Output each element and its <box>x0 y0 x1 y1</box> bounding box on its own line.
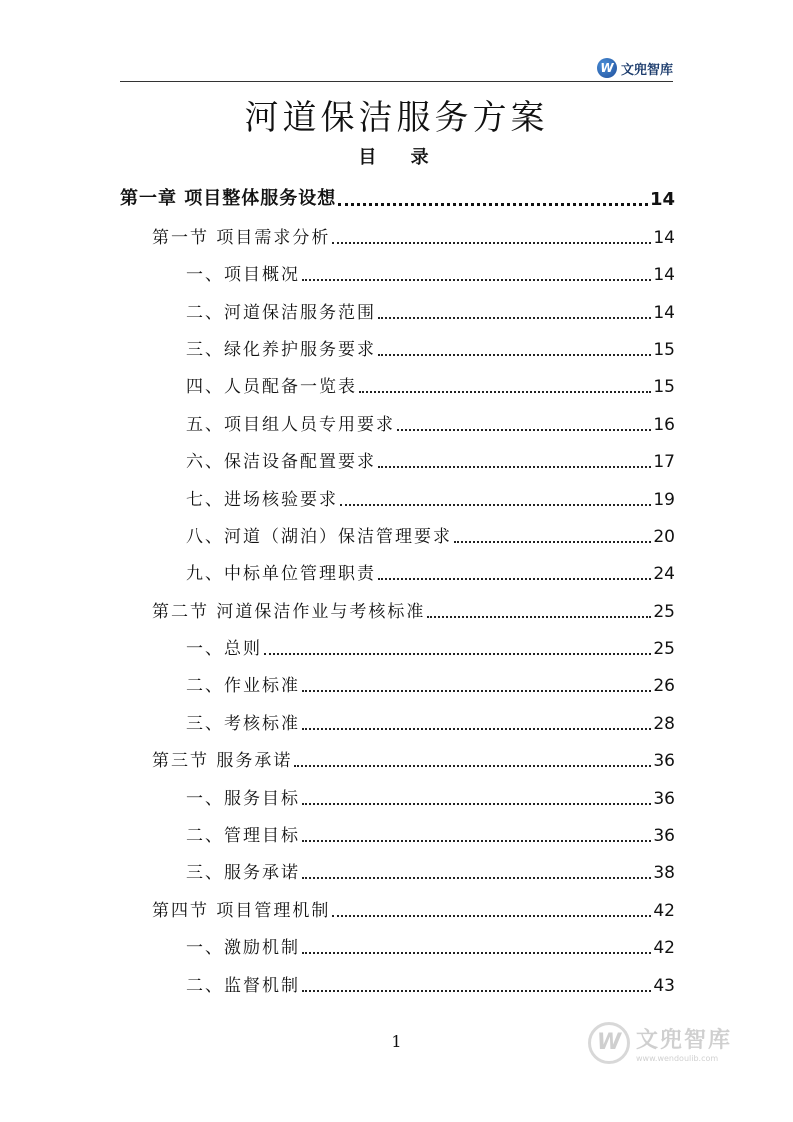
toc-entry-page: 26 <box>653 676 675 697</box>
toc-dot-leader <box>340 504 651 506</box>
document-title: 河道保洁服务方案 <box>244 98 549 138</box>
toc-dot-leader <box>332 915 651 917</box>
toc-entry-page: 38 <box>653 863 675 884</box>
toc-dot-leader <box>427 616 651 618</box>
toc-entry[interactable] <box>120 254 675 291</box>
toc-entry-label: 第三节 服务承诺 <box>152 751 293 772</box>
toc-entry-page: 42 <box>653 900 675 921</box>
toc-entry-page: 36 <box>653 788 675 809</box>
header-divider <box>120 81 673 82</box>
toc-entry[interactable] <box>120 628 675 665</box>
toc-entry[interactable] <box>120 291 675 328</box>
toc-entry-page: 25 <box>653 639 675 660</box>
toc-entry[interactable] <box>120 441 675 478</box>
toc-entry-page: 36 <box>653 751 675 772</box>
toc-entry-page: 36 <box>653 826 675 847</box>
toc-entry-page: 25 <box>653 601 675 622</box>
toc-entry-label: 四、人员配备一览表 <box>186 377 357 398</box>
toc-dot-leader <box>302 803 651 805</box>
toc-entry[interactable] <box>120 478 675 515</box>
toc-entry-label: 第一节 项目需求分析 <box>152 227 331 248</box>
toc-entry[interactable] <box>120 927 675 964</box>
toc-entry-page: 16 <box>653 414 675 435</box>
toc-entry-label: 二、作业标准 <box>186 676 300 697</box>
toc-entry[interactable] <box>120 216 675 253</box>
toc-entry[interactable] <box>120 777 675 814</box>
toc-entry-page: 17 <box>653 452 675 473</box>
toc-entry-label: 六、保洁设备配置要求 <box>186 452 376 473</box>
toc-entry-label: 一、激励机制 <box>186 938 300 959</box>
toc-entry-label: 三、绿化养护服务要求 <box>186 339 376 360</box>
toc-entry[interactable] <box>120 964 675 1001</box>
toc-entry[interactable] <box>120 366 675 403</box>
toc-entry[interactable] <box>120 590 675 627</box>
toc-entry-label: 一、项目概况 <box>186 265 300 286</box>
toc-entry[interactable] <box>120 553 675 590</box>
toc-dot-leader <box>378 578 651 580</box>
logo-icon: W <box>597 58 617 78</box>
toc-entry-page: 43 <box>653 975 675 996</box>
toc-entry[interactable] <box>120 815 675 852</box>
toc-dot-leader <box>302 877 651 879</box>
watermark-url: www.wendoulib.com <box>636 1054 719 1063</box>
watermark-text <box>636 1023 732 1063</box>
toc-dot-leader <box>302 952 651 954</box>
toc-dot-leader <box>454 541 651 543</box>
toc-entry-page: 15 <box>653 377 675 398</box>
table-of-contents <box>120 179 675 1002</box>
toc-entry-label: 二、管理目标 <box>186 826 300 847</box>
toc-entry-label: 七、进场核验要求 <box>186 489 338 510</box>
toc-entry-page: 14 <box>653 227 675 248</box>
toc-heading: 目 录 <box>358 147 443 168</box>
toc-entry[interactable] <box>120 702 675 739</box>
toc-entry[interactable] <box>120 740 675 777</box>
toc-entry[interactable] <box>120 665 675 702</box>
toc-entry[interactable] <box>120 852 675 889</box>
toc-dot-leader <box>294 765 651 767</box>
toc-dot-leader <box>359 391 651 393</box>
toc-dot-leader <box>302 728 651 730</box>
toc-entry[interactable] <box>120 403 675 440</box>
toc-dot-leader <box>338 203 648 206</box>
toc-entry[interactable] <box>120 889 675 926</box>
toc-entry[interactable] <box>120 329 675 366</box>
toc-dot-leader <box>302 840 651 842</box>
toc-entry-page: 14 <box>653 265 675 286</box>
header-logo <box>597 58 673 78</box>
toc-dot-leader <box>264 653 651 655</box>
toc-entry-label: 第一章 项目整体服务设想 <box>120 188 337 210</box>
toc-entry-label: 二、河道保洁服务范围 <box>186 302 376 323</box>
toc-entry[interactable] <box>120 179 675 216</box>
toc-entry-page: 24 <box>653 564 675 585</box>
watermark <box>588 1022 732 1064</box>
toc-entry-label: 一、总则 <box>186 639 262 660</box>
toc-entry-page: 14 <box>653 302 675 323</box>
toc-dot-leader <box>332 242 651 244</box>
toc-entry-label: 五、项目组人员专用要求 <box>186 414 395 435</box>
toc-entry-label: 三、考核标准 <box>186 713 300 734</box>
toc-dot-leader <box>302 990 651 992</box>
toc-dot-leader <box>397 429 651 431</box>
toc-entry-label: 九、中标单位管理职责 <box>186 564 376 585</box>
toc-entry-page: 20 <box>653 526 675 547</box>
toc-entry-page: 19 <box>653 489 675 510</box>
toc-entry-page: 42 <box>653 938 675 959</box>
toc-entry-label: 第四节 项目管理机制 <box>152 900 331 921</box>
toc-entry-label: 八、河道（湖泊）保洁管理要求 <box>186 526 452 547</box>
toc-entry-label: 第二节 河道保洁作业与考核标准 <box>152 601 426 622</box>
toc-entry-page: 15 <box>653 339 675 360</box>
toc-entry-page: 14 <box>649 189 675 211</box>
toc-entry-label: 三、服务承诺 <box>186 863 300 884</box>
toc-entry[interactable] <box>120 516 675 553</box>
watermark-logo-icon: W <box>588 1022 630 1064</box>
toc-dot-leader <box>378 466 651 468</box>
logo-text: 文兜智库 <box>620 62 673 78</box>
toc-entry-label: 二、监督机制 <box>186 975 300 996</box>
toc-dot-leader <box>302 690 651 692</box>
toc-entry-page: 28 <box>653 713 675 734</box>
watermark-name: 文兜智库 <box>636 1028 733 1053</box>
page-number: 1 <box>391 1032 402 1051</box>
toc-entry-label: 一、服务目标 <box>186 788 300 809</box>
toc-dot-leader <box>302 279 651 281</box>
toc-dot-leader <box>378 354 651 356</box>
toc-dot-leader <box>378 317 651 319</box>
